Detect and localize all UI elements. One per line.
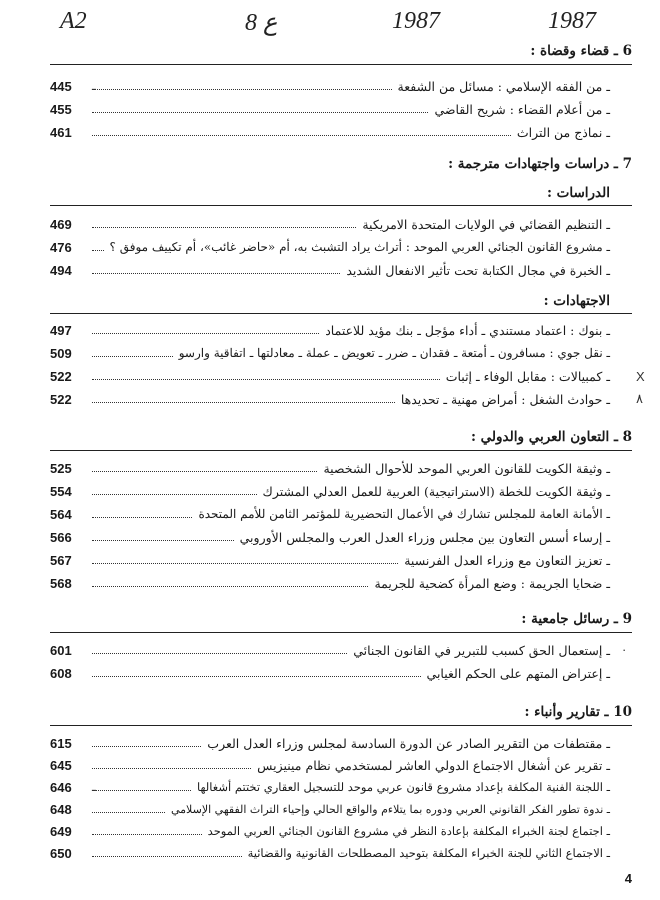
toc-entry: ـ حوادث الشغل : أمراض مهنية ـ تحديدها 522 — [50, 391, 610, 407]
toc-entry: ـ التنظيم القضائي في الولايات المتحدة الامريكية 469 — [50, 216, 610, 232]
toc-entry: ـ اجتماع لجنة الخبراء المكلفة بإعادة النظر في مشروع القانون الجنائي العربي الموحد 649 — [50, 823, 610, 839]
toc-entry: ـ الاجتماع الثاني للجنة الخبراء المكلفة بتوحيد المصطلحات القانونية والقضائية 650 — [50, 845, 610, 861]
margin-mark: · — [622, 642, 627, 657]
section-rule — [50, 632, 632, 633]
toc-entry: ـ ندوة تطور الفكر القانوني العربي ودوره بما يتلاءم والواقع الحالي وإحياء التراث الفقهي الإسلامي 648 — [50, 801, 610, 817]
toc-entry: ـ إستعمال الحق كسبب للتبرير في القانون الجنائي 601 — [50, 642, 610, 658]
toc-entry: ـ نقل جوي : مسافرون ـ أمتعة ـ فقدان ـ ضرر ـ تعويض ـ عملة ـ معادلتها ـ اتفاقية وارسو 509 — [50, 345, 610, 361]
handwritten-year-center: 1987 — [392, 8, 440, 34]
section-title-9: 9 ـ رسائل جامعية : — [521, 611, 632, 627]
section-title-7: 7 ـ دراسات واجتهادات مترجمة : — [448, 156, 632, 172]
toc-entry: ـ وثيقة الكويت للخطة (الاستراتيجية) العربية للعمل العدلي المشترك 554 — [50, 483, 610, 499]
handwritten-year-right: 1987 — [548, 8, 596, 34]
margin-mark: ـ — [92, 78, 96, 93]
section-rule — [50, 205, 632, 206]
toc-entry: ـ تعزيز التعاون مع وزراء العدل الفرنسية 567 — [50, 552, 610, 568]
section-rule — [50, 725, 632, 726]
toc-entry: ـ تقرير عن أشغال الاجتماع الدولي العاشر لمستخدمي نظام مينيزيس 645 — [50, 757, 610, 773]
toc-entry: ـ ضحايا الجريمة : وضع المرأة كضحية للجريمة 568 — [50, 575, 610, 591]
toc-entry: ـ بنوك : اعتماد مستندي ـ أداء مؤجل ـ بنك مؤيد للاعتماد 497 — [50, 322, 610, 338]
toc-entry: ـ اللجنة الفنية المكلفة بإعداد مشروع قانون عربي موحد للتسجيل العقاري تختتم أشغالها 646 — [50, 779, 610, 795]
margin-mark: X — [636, 369, 645, 384]
toc-entry: ـ مقتطفات من التقرير الصادر عن الدورة السادسة لمجلس وزراء العدل العرب 615 — [50, 735, 610, 751]
section-rule — [50, 450, 632, 451]
toc-entry: ـ الخبرة في مجال الكتابة تحت تأثير الانفعال الشديد 494 — [50, 262, 610, 278]
section-rule — [50, 64, 632, 65]
toc-entry: ـ إعتراض المتهم على الحكم الغيابي 608 — [50, 665, 610, 681]
subsection-studies: الدراسات : — [546, 185, 610, 201]
toc-entry: ـ كمبيالات : مقابل الوفاء ـ إثبات 522 — [50, 368, 610, 384]
section-title-8: 8 ـ التعاون العربي والدولي : — [470, 429, 632, 445]
page-number: 4 — [624, 871, 632, 886]
handwritten-note-a2: A2 — [60, 8, 87, 34]
margin-mark: ٨ — [636, 391, 643, 406]
toc-entry: ـ إرساء أسس التعاون بين مجلس وزراء العدل العرب والمجلس الأوروبي 566 — [50, 529, 610, 545]
section-title-10: 10 ـ تقارير وأنباء : — [524, 704, 632, 720]
section-rule — [50, 313, 632, 314]
toc-entry: ـ مشروع القانون الجنائي العربي الموحد : أتراث يراد التشبث به، أم «حاضر غائب»، أم تكييف موفق ؟ 476 — [50, 239, 610, 255]
toc-entry: ـ الأمانة العامة للمجلس تشارك في الأعمال التحضيرية للمؤتمر الثامن للأمم المتحدة 564 — [50, 506, 610, 522]
toc-entry: ـ نماذج من التراث 461 — [50, 124, 610, 140]
subsection-rulings: الاجتهادات : — [543, 293, 610, 309]
toc-entry: ـ من الفقه الإسلامي : مسائل من الشفعة 445 — [50, 78, 610, 94]
toc-entry: ـ وثيقة الكويت للقانون العربي الموحد للأحوال الشخصية 525 — [50, 460, 610, 476]
margin-mark: ـ — [92, 779, 96, 794]
toc-entry: ـ من أعلام القضاء : شريح القاضي 455 — [50, 101, 610, 117]
section-title-6: 6 ـ قضاء وقضاة : — [530, 43, 632, 59]
handwritten-note-center: 8 ع — [245, 10, 278, 36]
